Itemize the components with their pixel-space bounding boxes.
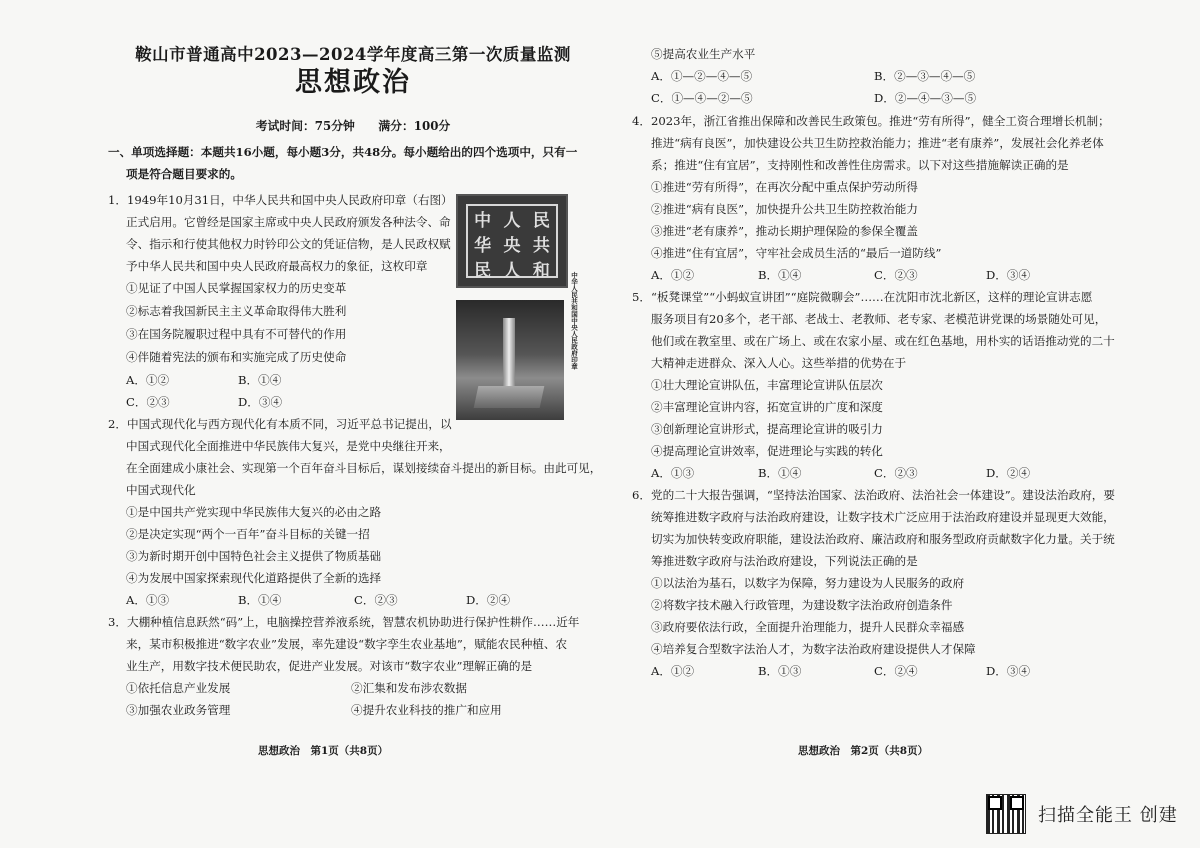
q1-stem: 1．1949年10月31日，中华人民共和国中央人民政府印章（右图）	[108, 193, 453, 207]
q5-option-c[interactable]: C．②③	[874, 466, 918, 480]
q2-item: ①是中国共产党实现中华民族伟大复兴的必由之路	[126, 505, 382, 519]
q5-option-a[interactable]: A．①③	[651, 466, 695, 480]
q3-item: ③加强农业政务管理	[126, 703, 231, 717]
q6-item: ②将数字技术融入行政管理，为建设数字法治政府创造条件	[651, 598, 953, 612]
seal-char: 人	[503, 261, 521, 281]
section-heading: 一、单项选择题：本题共16小题，每小题3分，共48分。每小题给出的四个选项中，只有一	[108, 145, 578, 159]
subject-title: 思想政治	[295, 67, 411, 98]
q1-stem: 正式启用。它曾经是国家主席或中央人民政府颁发各种法令、命	[126, 215, 451, 229]
q2-stem: 中国式现代化全面推进中华民族伟大复兴，是党中央继往开来，	[126, 439, 451, 453]
q2-item: ②是决定实现“两个一百年”奋斗目标的关键一招	[126, 527, 370, 541]
q3-option-d[interactable]: D．②—④—③—⑤	[874, 91, 977, 105]
stamp-base	[474, 386, 545, 408]
q4-stem: 系；推进“住有宜居”，支持刚性和改善性住房需求。以下对这些措施解读正确的是	[651, 158, 1069, 172]
q2-stem: 2．中国式现代化与西方现代化有本质不同，习近平总书记提出，以	[108, 417, 452, 431]
q3-item: ①依托信息产业发展	[126, 681, 231, 695]
q2-option-b[interactable]: B．①④	[238, 593, 282, 607]
scanner-label: 扫描全能王 创建	[1038, 805, 1178, 826]
q6-option-d[interactable]: D．③④	[986, 664, 1031, 678]
seal-char: 民	[532, 211, 550, 231]
q5-item: ①壮大理论宣讲队伍，丰富理论宣讲队伍层次	[651, 378, 883, 392]
seal-caption: 中华人民共和国中央人民政府印章	[570, 272, 578, 370]
q4-item: ③推进“老有康养”，推动长期护理保险的参保全覆盖	[651, 224, 918, 238]
q4-item: ②推进“病有良医”，加快提升公共卫生防控救治能力	[651, 202, 918, 216]
q5-item: ②丰富理论宣讲内容，拓宽宣讲的广度和深度	[651, 400, 883, 414]
q6-item: ③政府要依法行政，全面提升治理能力，提升人民群众幸福感	[651, 620, 965, 634]
q6-option-c[interactable]: C．②④	[874, 664, 918, 678]
q6-option-b[interactable]: B．①③	[758, 664, 802, 678]
q2-option-c[interactable]: C．②③	[354, 593, 398, 607]
q4-option-d[interactable]: D．③④	[986, 268, 1031, 282]
q1-item: ③在国务院履职过程中具有不可替代的作用	[126, 327, 347, 341]
q1-option-b[interactable]: B．①④	[238, 373, 282, 387]
seal-char: 中	[474, 211, 492, 231]
q6-item: ①以法治为基石，以数字为保障，努力建设为人民服务的政府	[651, 576, 965, 590]
q1-item: ②标志着我国新民主主义革命取得伟大胜利	[126, 304, 347, 318]
q5-stem: 他们或在教室里、或在广场上、或在农家小屋、或在红色基地，用朴实的话语推动党的二十	[651, 334, 1115, 348]
q4-item: ①推进“劳有所得”，在再次分配中重点保护劳动所得	[651, 180, 918, 194]
q2-option-a[interactable]: A．①③	[126, 593, 170, 607]
q6-stem: 6．党的二十大报告强调，“坚持法治国家、法治政府、法治社会一体建设”。建设法治政府，要	[632, 488, 1115, 502]
q1-stem: 予中华人民共和国中央人民政府最高权力的象征，这枚印章	[126, 259, 428, 273]
q2-item: ③为新时期开创中国特色社会主义提供了物质基础	[126, 549, 382, 563]
q4-option-a[interactable]: A．①②	[651, 268, 695, 282]
q3-stem: 来，某市积极推进“数字农业”发展，率先建设“数字孪生农业基地”，赋能农民种植、农	[126, 637, 568, 651]
q5-stem: 服务项目有20多个，老干部、老战士、老教师、老专家、老模范讲党课的场景随处可见，	[651, 312, 1107, 326]
q3-item: ②汇集和发布涉农数据	[351, 681, 467, 695]
page-footer-right: 思想政治 第2页（共8页）	[798, 745, 929, 757]
q5-option-b[interactable]: B．①④	[758, 466, 802, 480]
q6-stem: 切实为加快转变政府职能，建设法治政府、廉洁政府和服务型政府贡献数字化力量。关于统	[651, 532, 1115, 546]
scanner-watermark	[986, 795, 1178, 833]
q4-stem: 推进“病有良医”，加快建设公共卫生防控救治能力；推进“老有康养”，发展社会化养老体	[651, 136, 1104, 150]
q1-option-c[interactable]: C．②③	[126, 395, 170, 409]
seal-char: 央	[503, 236, 521, 256]
seal-image	[456, 194, 568, 288]
q1-option-a[interactable]: A．①②	[126, 373, 170, 387]
q3-stem: 3．大棚种植信息跃然“码”上，电脑操控营养液系统，智慧农机协助进行保护性耕作……近年	[108, 615, 580, 629]
q3-option-a[interactable]: A．①—②—④—⑤	[651, 69, 753, 83]
seal-char: 民	[474, 261, 492, 281]
q4-option-b[interactable]: B．①④	[758, 268, 802, 282]
q1-item: ④伴随着宪法的颁布和实施完成了历史使命	[126, 350, 347, 364]
q5-item: ④提高理论宣讲效率，促进理论与实践的转化	[651, 444, 883, 458]
q6-item: ④培养复合型数字法治人才，为数字法治政府建设提供人才保障	[651, 642, 976, 656]
exam-info: 考试时间：75分钟 满分：100分	[255, 119, 451, 133]
q3-stem: 业生产，用数字技术便民助农，促进产业发展。对该市“数字农业”理解正确的是	[126, 659, 533, 673]
q4-option-c[interactable]: C．②③	[874, 268, 918, 282]
q3-item: ⑤提高农业生产水平	[651, 47, 756, 61]
q2-stem: 在全面建成小康社会、实现第一个百年奋斗目标后，谋划接续奋斗提出的新目标。由此可见，	[126, 461, 602, 475]
seal-char: 和	[532, 261, 550, 281]
q1-stem: 令、指示和行使其他权力时钤印公文的凭证信物，是人民政权赋	[126, 237, 451, 251]
q5-item: ③创新理论宣讲形式，提高理论宣讲的吸引力	[651, 422, 883, 436]
seal-char: 共	[532, 236, 550, 256]
q4-item: ④推进“住有宜居”，守牢社会成员生活的“最后一道防线”	[651, 246, 942, 260]
q4-stem: 4．2023年，浙江省推出保障和改善民生政策包。推进“劳有所得”，健全工资合理增长机制；	[632, 114, 1110, 128]
q2-stem: 中国式现代化	[126, 483, 196, 497]
q5-stem: 大精神走进群众、深入人心。这些举措的优势在于	[651, 356, 907, 370]
page-footer-left: 思想政治 第1页（共8页）	[258, 745, 389, 757]
q6-option-a[interactable]: A．①②	[651, 664, 695, 678]
q2-option-d[interactable]: D．②④	[466, 593, 511, 607]
q6-stem: 统筹推进数字政府与法治政府建设，让数字技术广泛应用于法治政府建设并显现更大效能，	[651, 510, 1115, 524]
q3-option-b[interactable]: B．②—③—④—⑤	[874, 69, 976, 83]
qr-code-icon	[986, 794, 1026, 834]
seal-char: 人	[503, 211, 521, 231]
section-heading-cont: 项是符合题目要求的。	[126, 167, 242, 181]
q1-item: ①见证了中国人民掌握国家权力的历史变革	[126, 281, 347, 295]
q6-stem: 筹推进数字政府与法治政府建设，下列说法正确的是	[651, 554, 918, 568]
stamp-handle	[503, 318, 515, 392]
q3-item: ④提升农业科技的推广和应用	[351, 703, 502, 717]
q2-item: ④为发展中国家探索现代化道路提供了全新的选择	[126, 571, 382, 585]
exam-title: 鞍山市普通高中2023—2024学年度高三第一次质量监测	[135, 45, 571, 64]
stamp-photo	[456, 300, 564, 420]
q5-stem: 5．“板凳课堂”“小蚂蚁宣讲团”“庭院微聊会”……在沈阳市沈北新区，这样的理论宣讲志愿	[632, 290, 1093, 304]
seal-characters	[466, 204, 558, 281]
seal-char: 华	[474, 236, 492, 256]
q5-option-d[interactable]: D．②④	[986, 466, 1031, 480]
q1-option-d[interactable]: D．③④	[238, 395, 283, 409]
q3-option-c[interactable]: C．①—④—②—⑤	[651, 91, 753, 105]
